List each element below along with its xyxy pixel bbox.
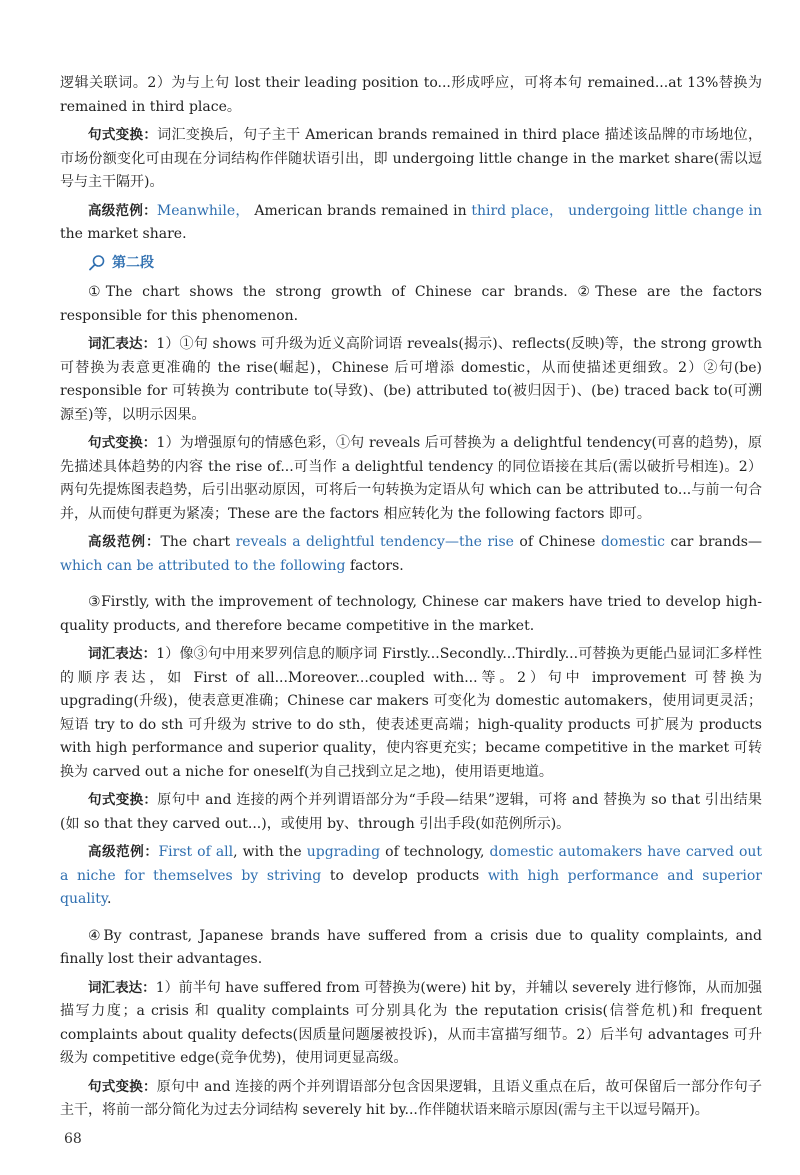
highlight-phrase: upgrading bbox=[306, 844, 381, 860]
highlight-phrase: — bbox=[444, 534, 459, 550]
paragraph-text: 1）前半句 have suffered from 可替换为(were) hit by，并辅以 severely 进行修饰，从而加强描写力度；a crisis 和 quality complaints 可分别具化为 the reputation crisis(信誉危机)和 frequent complaints about quality defects(因质量问题屡被投诉)，从而丰富描写细节。2）后半句 advantages 可升级为 competitive edge(竞争优势)，使用词更显高级。 bbox=[60, 979, 762, 1066]
paragraph-text: 原句中 and 连接的两个并列谓语部分包含因果逻辑，且语义重点在后，故可保留后一部分作句子主干，将前一部分简化为过去分词结构 severely hit by...作伴随状语来暗示原因(需与主干以逗号隔开)。 bbox=[60, 1078, 762, 1118]
label-sentence-transform: 句式变换： bbox=[88, 1078, 157, 1095]
example-text: , with the bbox=[233, 844, 307, 860]
source-sentence bbox=[60, 591, 762, 638]
example-text: of technology, bbox=[380, 844, 490, 860]
example-text: of Chinese bbox=[513, 534, 601, 550]
label-sentence-transform: 句式变换： bbox=[88, 127, 158, 143]
highlight-phrase: Meanwhile， bbox=[156, 202, 250, 219]
label-advanced-example: 高级范例： bbox=[88, 844, 159, 860]
paragraph-text: 1）为增强原句的情感色彩，①句 reveals 后可替换为 a delightful tendency(可喜的趋势)，原先描述具体趋势的内容 the rise of...可当作 a delightful tendency 的同位语接在其后(需以破折号相连)。2）两句先提炼图表趋势，后引出驱动原因，可将后一句转换为定语从句 which can be attributed to...与前一句合并，从而使句群更为紧凑；These are the factors 相应转化为 the following factors 即可。 bbox=[60, 435, 762, 522]
main-content bbox=[60, 72, 762, 1128]
highlight-phrase: with high performance and superior quality bbox=[60, 867, 762, 907]
sentence-transform-paragraph bbox=[60, 1076, 762, 1123]
sentence-transform-paragraph bbox=[60, 432, 762, 526]
highlight-phrase: domestic automakers have carved out a niche for themselves by striving bbox=[60, 844, 763, 884]
highlight-phrase: First of all bbox=[158, 844, 234, 860]
section-heading bbox=[88, 252, 762, 276]
paragraph-text: 逻辑关联词。2）为与上句 lost their leading position to...形成呼应，可将本句 remained...at 13%替换为 remained in third place。 bbox=[60, 75, 762, 115]
highlight-phrase: domestic bbox=[600, 534, 666, 550]
example-text: the market share. bbox=[60, 226, 187, 242]
highlight-phrase: undergoing little change in bbox=[568, 202, 763, 219]
example-text: car brands— bbox=[665, 534, 762, 550]
label-vocabulary: 词汇表达： bbox=[88, 979, 156, 996]
label-vocabulary: 词汇表达： bbox=[88, 646, 157, 662]
vocabulary-paragraph bbox=[60, 977, 762, 1071]
example-text: . bbox=[106, 891, 112, 907]
label-advanced-example: 高级范例： bbox=[88, 534, 161, 550]
label-vocabulary: 词汇表达： bbox=[88, 336, 157, 352]
label-sentence-transform: 句式变换： bbox=[88, 435, 157, 451]
source-sentence bbox=[60, 925, 762, 972]
paragraph-text: ④By contrast, Japanese brands have suffered from a crisis due to quality complaints, and finally lost their advantages. bbox=[60, 927, 762, 967]
paragraph-continuation bbox=[60, 72, 762, 119]
paragraph-text: 1）①句 shows 可升级为近义高阶词语 reveals(揭示)、reflects(反映)等，the strong growth 可替换为表意更准确的 the rise(崛起)，Chinese 后可增添 domestic，从而使描述更细致。2）②句(be) responsible for 可转换为 contribute to(导致)、(be) attributed to(被归因于)、(be) traced back to(可溯源至)等，以明示因果。 bbox=[60, 336, 762, 423]
label-sentence-transform: 句式变换： bbox=[88, 792, 158, 808]
vocabulary-paragraph bbox=[60, 643, 762, 784]
advanced-example-paragraph bbox=[60, 531, 762, 578]
highlight-phrase: ， bbox=[548, 202, 569, 219]
paragraph-text: ③Firstly, with the improvement of technology, Chinese car makers have tried to develop high-quality products, and therefore became competitive in the market. bbox=[60, 594, 762, 634]
example-text: to develop products bbox=[321, 867, 488, 884]
label-advanced-example: 高级范例： bbox=[88, 202, 157, 219]
highlight-phrase: reveals a delightful tendency bbox=[235, 534, 445, 550]
section-title: 第二段 bbox=[112, 254, 154, 271]
paragraph-text: 原句中 and 连接的两个并列谓语部分为“手段—结果”逻辑，可将 and 替换为 so that 引出结果(如 so that they carved out...)，或使用 by、through 引出手段(如范例所示)。 bbox=[60, 792, 763, 832]
sentence-transform-paragraph bbox=[60, 789, 762, 836]
magnifier-icon bbox=[88, 254, 106, 272]
paragraph-text: 1）像③句中用来罗列信息的顺序词 Firstly...Secondly...Thirdly...可替换为更能凸显词汇多样性的顺序表达，如 First of all...Moreover...coupled with...等。2）句中 improvement 可替换为 upgrading(升级)，使表意更准确；Chinese car makers 可变化为 domestic automakers，使用词更灵活；短语 try to do sth 可升级为 strive to do sth，使表述更高端；high-quality products 可扩展为 products with high performance and superior quality，使内容更充实；became competitive in the market 可转换为 carved out a niche for oneself(为自己找到立足之地)，使用语更地道。 bbox=[60, 646, 763, 780]
example-text: American brands remained in bbox=[249, 202, 472, 219]
page-number: 68 bbox=[64, 1131, 82, 1147]
highlight-phrase: which can be attributed to the following bbox=[60, 557, 346, 574]
advanced-example-paragraph bbox=[60, 841, 762, 912]
highlight-phrase: third place bbox=[471, 202, 549, 219]
source-sentence bbox=[60, 281, 762, 328]
vocabulary-paragraph bbox=[60, 333, 762, 427]
paragraph-text: ①The chart shows the strong growth of Chinese car brands. ②These are the factors responsible for this phenomenon. bbox=[60, 284, 762, 324]
example-text: The chart bbox=[160, 534, 236, 550]
advanced-example-paragraph bbox=[60, 200, 762, 247]
sentence-transform-paragraph bbox=[60, 124, 762, 195]
example-text: factors. bbox=[345, 557, 404, 574]
highlight-phrase: the rise bbox=[458, 534, 514, 550]
paragraph-text: 词汇变换后，句子主干 American brands remained in third place 描述该品牌的市场地位，市场份额变化可由现在分词结构作伴随状语引出，即 undergoing little change in the market share(需以逗号与主干隔开)。 bbox=[60, 127, 763, 190]
